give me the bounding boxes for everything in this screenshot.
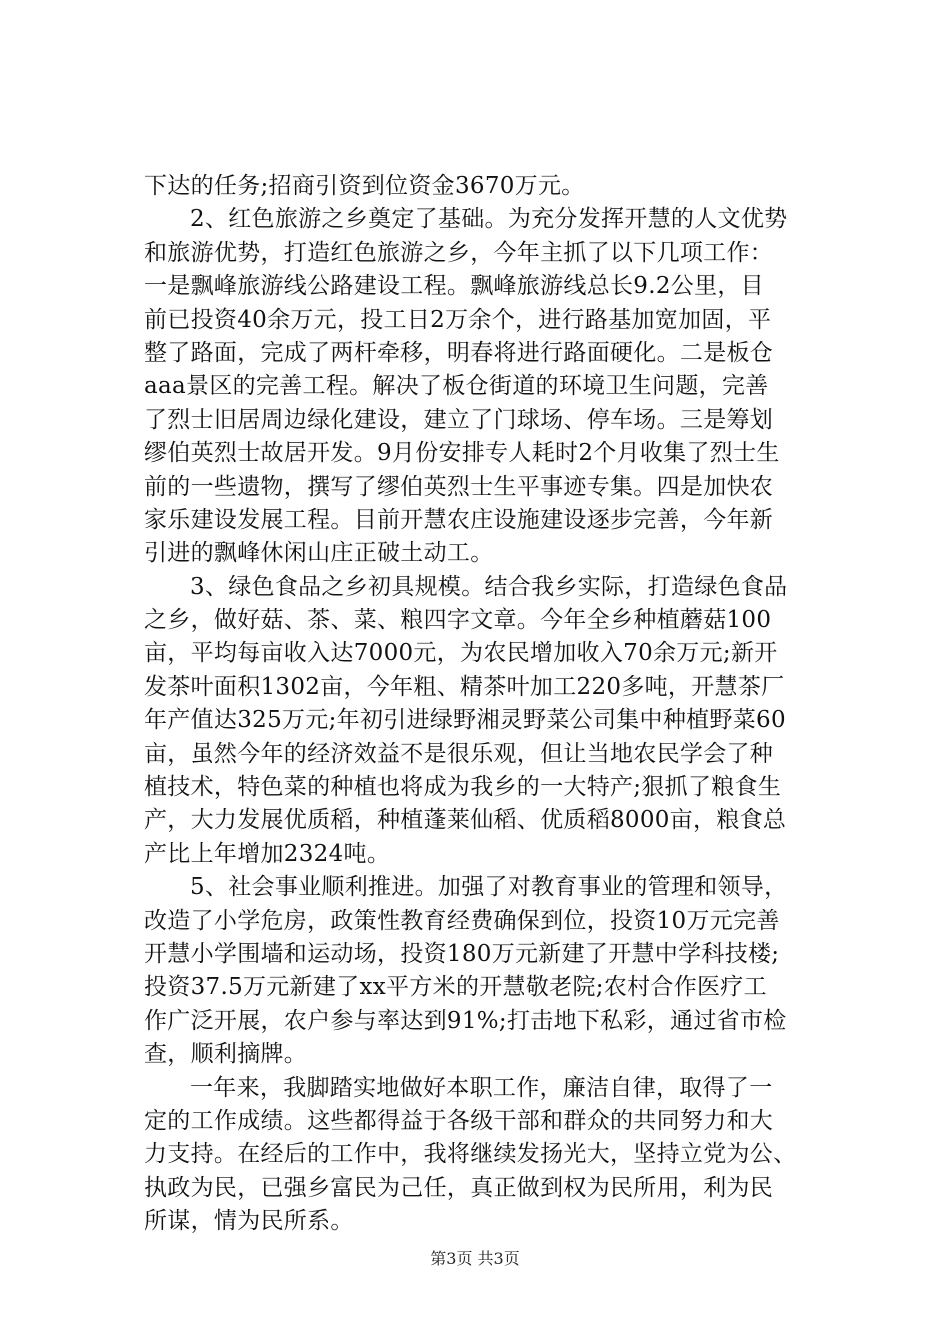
text-line: 整了路面，完成了两杆牵移，明春将进行路面硬化。二是板仓 — [144, 339, 774, 366]
text-line: 开慧小学围墙和运动场，投资180万元新建了开慧中学科技楼; — [144, 940, 780, 967]
text-line: 之乡，做好菇、茶、菜、粮四字文章。今年全乡种植蘑菇100 — [144, 607, 772, 634]
page-footer: 第3页 共3页 — [430, 1249, 520, 1268]
text-line: 亩，虽然今年的经济效益不是很乐观，但让当地农民学会了种 — [144, 740, 774, 767]
text-line: aaa景区的完善工程。解决了板仓街道的环境卫生问题，完善 — [144, 373, 769, 400]
text-line: 年产值达325万元;年初引进绿野湘灵野菜公司集中种植野菜60 — [144, 707, 786, 734]
text-line: 2、红色旅游之乡奠定了基础。为充分发挥开慧的人文优势 — [190, 206, 788, 233]
text-line: 亩，平均每亩收入达7000元，为农民增加收入70余万元;新开 — [144, 640, 778, 667]
text-line: 发茶叶面积1302亩，今年粗、精茶叶加工220多吨，开慧茶厂 — [144, 673, 785, 700]
text-line: 前的一些遗物，撰写了缪伯英烈士生平事迹专集。四是加快农 — [144, 473, 774, 500]
text-line: 投资37.5万元新建了xx平方米的开慧敬老院;农村合作医疗工 — [144, 974, 767, 1001]
text-line: 5、社会事业顺利推进。加强了对教育事业的管理和领导， — [190, 874, 788, 901]
text-line: 执政为民，已强乡富民为己任，真正做到权为民所用，利为民 — [144, 1174, 774, 1201]
text-line: 植技术，特色菜的种植也将成为我乡的一大特产;狠抓了粮食生 — [144, 774, 782, 801]
text-line: 前已投资40余万元，投工日2万余个，进行路基加宽加固，平 — [144, 306, 772, 333]
text-line: 产比上年增加2324吨。 — [144, 840, 391, 867]
text-line: 所谋，情为民所系。 — [144, 1208, 354, 1235]
text-line: 3、绿色食品之乡初具规模。结合我乡实际，打造绿色食品 — [190, 573, 788, 600]
text-line: 查，顺利摘牌。 — [144, 1041, 308, 1068]
text-line: 定的工作成绩。这些都得益于各级干部和群众的共同努力和大 — [144, 1107, 774, 1134]
text-line: 家乐建设发展工程。目前开慧农庄设施建设逐步完善，今年新 — [144, 506, 774, 533]
text-line: 改造了小学危房，政策性教育经费确保到位，投资10万元完善 — [144, 907, 780, 934]
text-line: 了烈士旧居周边绿化建设，建立了门球场、停车场。三是筹划 — [144, 406, 774, 433]
text-line: 引进的飘峰休闲山庄正破土动工。 — [144, 540, 494, 567]
document-body — [144, 170, 810, 1239]
text-line: 力支持。在经后的工作中，我将继续发扬光大，坚持立党为公、 — [144, 1141, 797, 1168]
text-line: 一年来，我脚踏实地做好本职工作，廉洁自律，取得了一 — [190, 1074, 773, 1101]
text-line: 产，大力发展优质稻，种植蓬莱仙稻、优质稻8000亩，粮食总 — [144, 807, 787, 834]
text-line: 和旅游优势，打造红色旅游之乡，今年主抓了以下几项工作： — [144, 239, 774, 266]
text-line: 作广泛开展，农户参与率达到91%;打击地下私彩，通过省市检 — [144, 1007, 787, 1034]
text-line: 下达的任务;招商引资到位资金3670万元。 — [144, 173, 585, 199]
text-line: 一是飘峰旅游线公路建设工程。飘峰旅游线总长9.2公里，目 — [144, 273, 764, 300]
text-line: 缪伯英烈士故居开发。9月份安排专人耗时2个月收集了烈士生 — [144, 440, 780, 467]
